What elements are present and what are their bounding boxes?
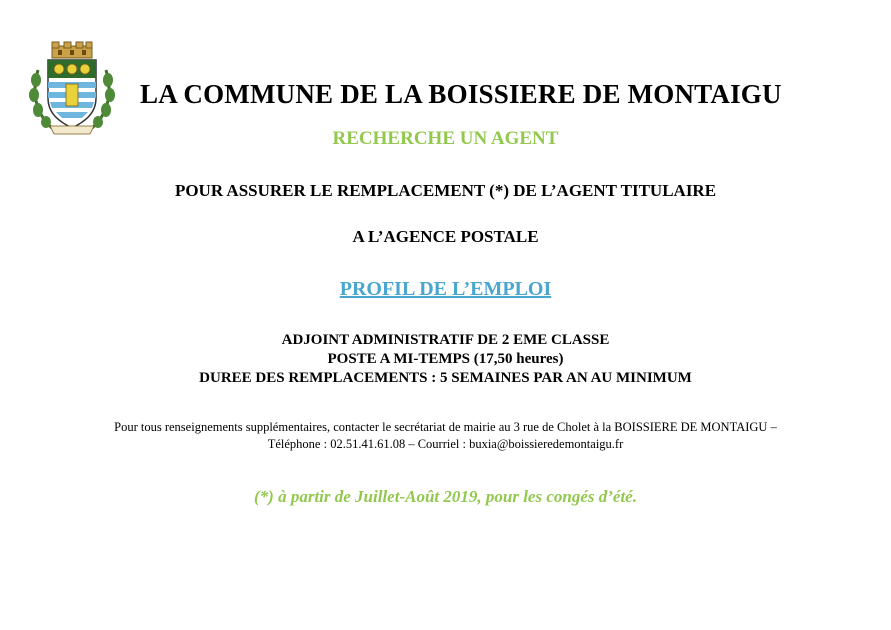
footnote: (*) à partir de Juillet-Août 2019, pour les congés d’été. (254, 487, 637, 506)
contact-info (0, 419, 891, 453)
profil-line-duree: DUREE DES REMPLACEMENTS : 5 SEMAINES PAR AN AU MINIMUM (199, 370, 692, 386)
profil-heading: PROFIL DE L’EMPLOI (339, 278, 552, 300)
profil-line-poste: POSTE A MI-TEMPS (17,50 heures) (327, 351, 564, 367)
commune-title: LA COMMUNE DE LA BOISSIERE DE MONTAIGU (140, 79, 782, 109)
commune-crest (28, 40, 116, 136)
coat-of-arms-icon (28, 40, 116, 136)
agence-line: A L’AGENCE POSTALE (352, 227, 539, 246)
contact-line-address: Pour tous renseignements supplémentaires, contacter le secrétariat de mairie au 3 rue de Cholet à la BOISSIERE DE MONTAIGU – (114, 420, 777, 434)
recherche-heading: RECHERCHE UN AGENT (332, 128, 559, 149)
profil-details (0, 331, 891, 388)
contact-line-phone-email: Téléphone : 02.51.41.61.08 – Courriel : buxia@boissieredemontaigu.fr (267, 437, 624, 451)
profil-line-grade: ADJOINT ADMINISTRATIF DE 2 EME CLASSE (281, 332, 610, 348)
remplacement-line: POUR ASSURER LE REMPLACEMENT (*) DE L’AGENT TITULAIRE (174, 181, 717, 200)
